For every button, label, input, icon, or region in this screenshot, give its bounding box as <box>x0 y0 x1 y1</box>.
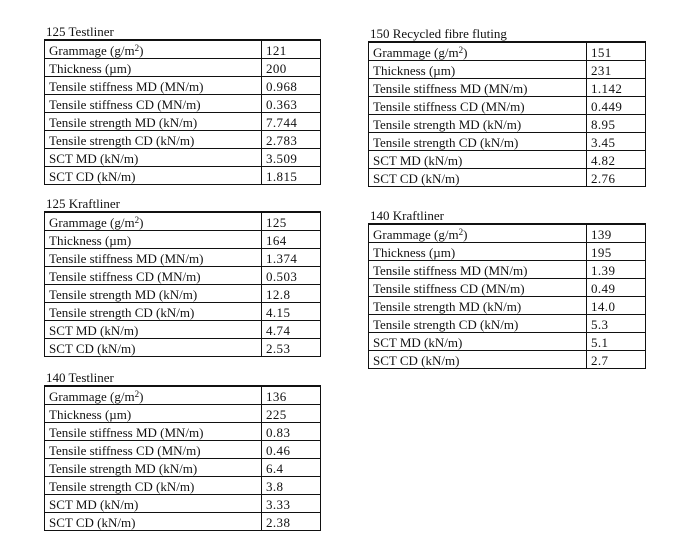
table-block-125-testliner <box>44 24 321 185</box>
property-label-text: SCT CD (kN/m) <box>49 515 136 530</box>
table-row <box>45 267 321 285</box>
property-label <box>369 261 587 279</box>
property-label <box>45 40 262 59</box>
property-label-text: Tensile strength CD (kN/m) <box>373 317 519 332</box>
table-row <box>45 249 321 267</box>
property-label <box>45 113 262 131</box>
property-label <box>45 423 262 441</box>
table-row <box>369 351 646 369</box>
property-label <box>369 61 587 79</box>
table-row <box>369 261 646 279</box>
table-row <box>45 339 321 357</box>
property-label-text: Tensile stiffness CD (MN/m) <box>373 99 525 114</box>
property-label-suffix: ) <box>463 45 468 60</box>
property-value: 1.374 <box>262 249 321 267</box>
table-row <box>45 303 321 321</box>
table-title: 125 Testliner <box>46 24 114 39</box>
property-label-text: SCT CD (kN/m) <box>373 171 460 186</box>
property-label <box>369 115 587 133</box>
property-value: 139 <box>587 224 646 243</box>
property-label-text: Tensile stiffness MD (MN/m) <box>49 425 204 440</box>
property-value: 4.82 <box>587 151 646 169</box>
unit-superscript: 2 <box>134 215 140 225</box>
properties-table <box>368 41 646 187</box>
table-title: 140 Testliner <box>46 370 114 385</box>
table-row <box>369 115 646 133</box>
property-label <box>369 169 587 187</box>
property-value: 14.0 <box>587 297 646 315</box>
property-value: 5.3 <box>587 315 646 333</box>
property-value: 1.142 <box>587 79 646 97</box>
table-row <box>369 224 646 243</box>
property-label-text: Tensile strength MD (kN/m) <box>373 117 522 132</box>
property-label-text: Thickness (µm) <box>49 61 132 76</box>
property-label <box>45 405 262 423</box>
table-row <box>45 386 321 405</box>
property-label-text: Tensile stiffness MD (MN/m) <box>373 81 528 96</box>
property-label <box>369 42 587 61</box>
table-row <box>369 133 646 151</box>
table-row <box>45 321 321 339</box>
property-value: 0.968 <box>262 77 321 95</box>
table-row <box>369 297 646 315</box>
property-value: 1.815 <box>262 167 321 185</box>
table-row <box>369 243 646 261</box>
property-label-text: Thickness (µm) <box>373 63 456 78</box>
property-label-text: Thickness (µm) <box>373 245 456 260</box>
property-value: 2.76 <box>587 169 646 187</box>
property-label <box>369 315 587 333</box>
table-row <box>45 131 321 149</box>
property-value: 0.83 <box>262 423 321 441</box>
property-label-text: SCT MD (kN/m) <box>373 153 463 168</box>
property-label-text: Tensile stiffness CD (MN/m) <box>49 269 201 284</box>
table-title: 150 Recycled fibre fluting <box>370 26 507 41</box>
table-row <box>45 77 321 95</box>
table-block-140-kraftliner <box>368 208 646 369</box>
table-row <box>369 97 646 115</box>
table-row <box>45 477 321 495</box>
property-value: 2.53 <box>262 339 321 357</box>
table-title: 125 Kraftliner <box>46 196 121 211</box>
property-label-text: SCT CD (kN/m) <box>373 353 460 368</box>
property-label <box>45 339 262 357</box>
table-row <box>369 79 646 97</box>
property-value: 5.1 <box>587 333 646 351</box>
property-value: 125 <box>262 212 321 231</box>
property-label <box>45 59 262 77</box>
property-value: 0.363 <box>262 95 321 113</box>
property-label-text: Tensile stiffness MD (MN/m) <box>49 79 204 94</box>
property-value: 200 <box>262 59 321 77</box>
property-label-suffix: ) <box>463 227 468 242</box>
unit-superscript: 2 <box>134 389 140 399</box>
property-value: 164 <box>262 231 321 249</box>
table-row <box>45 441 321 459</box>
properties-table <box>44 211 321 357</box>
property-label-text: Grammage (g/m <box>373 227 459 242</box>
property-label-text: SCT CD (kN/m) <box>49 169 136 184</box>
table-row <box>369 151 646 169</box>
property-label <box>45 231 262 249</box>
property-value: 4.74 <box>262 321 321 339</box>
property-label-text: SCT MD (kN/m) <box>49 323 139 338</box>
property-label <box>45 267 262 285</box>
table-row <box>45 149 321 167</box>
table-row <box>45 113 321 131</box>
property-label-text: Tensile strength MD (kN/m) <box>49 287 198 302</box>
property-label <box>45 95 262 113</box>
properties-table <box>44 385 321 531</box>
table-row <box>369 333 646 351</box>
property-value: 3.509 <box>262 149 321 167</box>
property-label-text: Grammage (g/m <box>49 43 135 58</box>
property-label <box>369 133 587 151</box>
property-label <box>45 149 262 167</box>
property-label-text: Tensile strength MD (kN/m) <box>373 299 522 314</box>
table-title: 140 Kraftliner <box>370 208 445 223</box>
property-label-text: Tensile strength CD (kN/m) <box>49 305 195 320</box>
property-value: 2.783 <box>262 131 321 149</box>
property-value: 136 <box>262 386 321 405</box>
property-value: 3.33 <box>262 495 321 513</box>
table-row <box>369 279 646 297</box>
property-label-text: Tensile stiffness MD (MN/m) <box>49 251 204 266</box>
property-value: 121 <box>262 40 321 59</box>
property-label-suffix: ) <box>139 215 144 230</box>
property-label-text: Thickness (µm) <box>49 407 132 422</box>
table-row <box>45 59 321 77</box>
property-value: 1.39 <box>587 261 646 279</box>
table-row <box>45 40 321 59</box>
property-label <box>45 249 262 267</box>
property-label-text: SCT MD (kN/m) <box>49 497 139 512</box>
property-label-text: Grammage (g/m <box>49 215 135 230</box>
property-value: 225 <box>262 405 321 423</box>
property-label <box>45 321 262 339</box>
property-label-text: SCT CD (kN/m) <box>49 341 136 356</box>
table-row <box>45 459 321 477</box>
property-label <box>369 79 587 97</box>
property-value: 2.38 <box>262 513 321 531</box>
property-label-suffix: ) <box>139 389 144 404</box>
property-label-text: Tensile stiffness CD (MN/m) <box>49 97 201 112</box>
property-value: 0.49 <box>587 279 646 297</box>
property-label <box>369 97 587 115</box>
property-label <box>369 224 587 243</box>
table-row <box>45 231 321 249</box>
property-value: 195 <box>587 243 646 261</box>
property-label <box>45 303 262 321</box>
property-label <box>369 243 587 261</box>
properties-table <box>44 39 321 185</box>
unit-superscript: 2 <box>458 227 464 237</box>
property-value: 8.95 <box>587 115 646 133</box>
property-label <box>45 386 262 405</box>
property-label-text: Grammage (g/m <box>49 389 135 404</box>
table-row <box>45 423 321 441</box>
property-value: 2.7 <box>587 351 646 369</box>
property-label <box>45 212 262 231</box>
property-value: 0.46 <box>262 441 321 459</box>
property-label-text: Tensile strength CD (kN/m) <box>373 135 519 150</box>
property-label <box>45 77 262 95</box>
table-row <box>369 315 646 333</box>
property-value: 3.8 <box>262 477 321 495</box>
table-row <box>45 405 321 423</box>
table-block-150-recycled-fibre-fluting <box>368 26 646 187</box>
table-row <box>369 61 646 79</box>
table-row <box>45 495 321 513</box>
property-label <box>45 477 262 495</box>
table-row <box>369 169 646 187</box>
property-value: 231 <box>587 61 646 79</box>
property-value: 12.8 <box>262 285 321 303</box>
property-label <box>45 285 262 303</box>
property-label-text: Grammage (g/m <box>373 45 459 60</box>
property-value: 151 <box>587 42 646 61</box>
unit-superscript: 2 <box>134 43 140 53</box>
unit-superscript: 2 <box>458 45 464 55</box>
property-label <box>45 441 262 459</box>
property-label-text: SCT MD (kN/m) <box>49 151 139 166</box>
property-label-suffix: ) <box>139 43 144 58</box>
properties-table <box>368 223 646 369</box>
property-value: 3.45 <box>587 133 646 151</box>
property-label-text: Tensile stiffness CD (MN/m) <box>49 443 201 458</box>
property-label-text: Tensile strength MD (kN/m) <box>49 115 198 130</box>
property-value: 0.449 <box>587 97 646 115</box>
property-label-text: Tensile stiffness CD (MN/m) <box>373 281 525 296</box>
table-block-140-testliner <box>44 370 321 531</box>
property-label <box>369 279 587 297</box>
property-label <box>369 151 587 169</box>
table-row <box>45 95 321 113</box>
property-label <box>369 333 587 351</box>
table-block-125-kraftliner <box>44 196 321 357</box>
property-label-text: Tensile strength CD (kN/m) <box>49 479 195 494</box>
property-value: 7.744 <box>262 113 321 131</box>
property-label <box>45 513 262 531</box>
property-label-text: Tensile stiffness MD (MN/m) <box>373 263 528 278</box>
property-value: 6.4 <box>262 459 321 477</box>
property-label-text: Thickness (µm) <box>49 233 132 248</box>
property-label <box>369 297 587 315</box>
table-row <box>45 212 321 231</box>
property-label <box>45 459 262 477</box>
table-row <box>45 167 321 185</box>
property-label-text: Tensile strength CD (kN/m) <box>49 133 195 148</box>
property-label <box>45 495 262 513</box>
table-row <box>369 42 646 61</box>
property-label-text: SCT MD (kN/m) <box>373 335 463 350</box>
property-label <box>369 351 587 369</box>
property-label <box>45 131 262 149</box>
table-row <box>45 285 321 303</box>
property-value: 0.503 <box>262 267 321 285</box>
property-label-text: Tensile strength MD (kN/m) <box>49 461 198 476</box>
table-row <box>45 513 321 531</box>
property-label <box>45 167 262 185</box>
property-value: 4.15 <box>262 303 321 321</box>
